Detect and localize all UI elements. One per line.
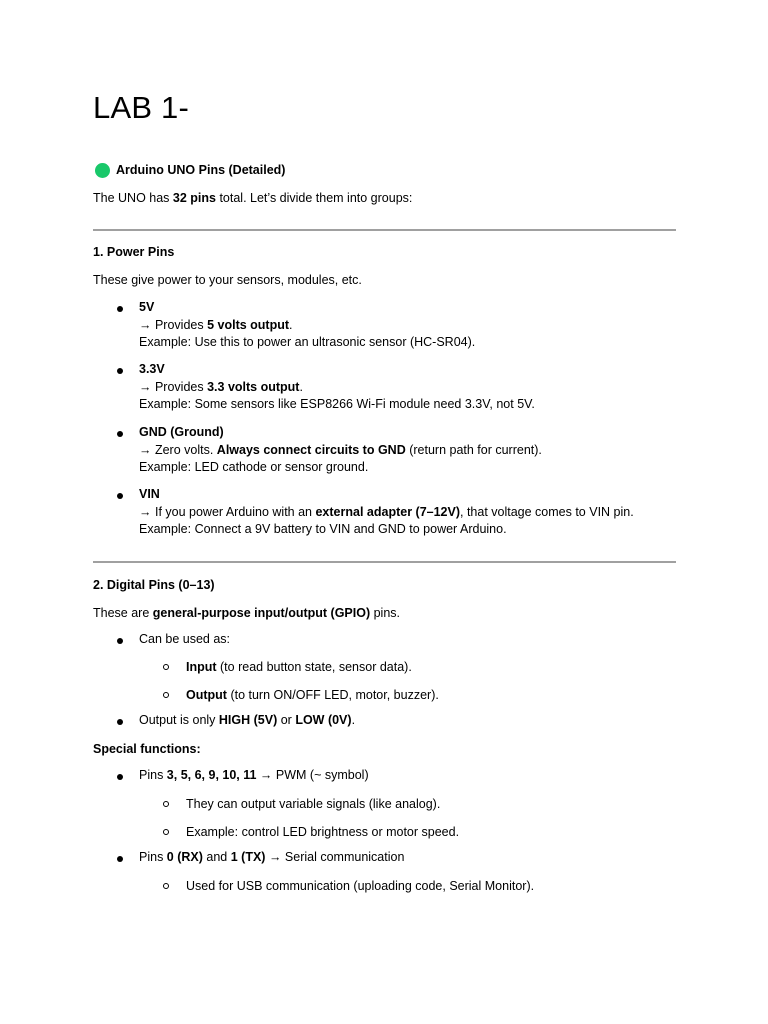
line-bold: Always connect circuits to GND — [216, 442, 406, 457]
use-item-output — [186, 686, 439, 704]
intro-bold: 32 pins — [172, 191, 216, 205]
power-item-example: Example: Use this to power an ultrasonic sensor (HC-SR04). — [139, 335, 476, 349]
serial-item — [139, 849, 404, 867]
line-post: , that voltage comes to VIN pin. — [460, 504, 634, 519]
power-item-example: Example: Connect a 9V battery to VIN and GND to power Arduino. — [139, 522, 507, 536]
use-post: (to turn ON/OFF LED, motor, buzzer). — [226, 688, 439, 702]
line-post: (return path for current). — [405, 442, 542, 457]
output-post: . — [351, 713, 356, 727]
power-heading: 1. Power Pins — [93, 245, 175, 259]
power-item-name: GND (Ground) — [139, 425, 224, 439]
line-pre: → If you power Arduino with an — [139, 504, 316, 519]
can-be-used-item: Can be used as: — [139, 632, 231, 646]
power-item-name: 3.3V — [139, 362, 165, 376]
pwm-pre: Pins — [139, 768, 167, 782]
power-item-line — [139, 504, 634, 522]
line-post: . — [299, 379, 303, 394]
use-bold: Output — [186, 688, 227, 702]
use-item-input — [186, 658, 412, 676]
intro-heading-text: Arduino UNO Pins (Detailed) — [116, 163, 286, 177]
power-item-name: VIN — [139, 487, 160, 501]
bullet-icon — [117, 638, 123, 644]
page-title: LAB 1- — [93, 90, 189, 125]
line-pre: → Provides — [139, 379, 208, 394]
power-item-line — [139, 317, 475, 335]
serial-post: → Serial communication — [265, 850, 405, 864]
power-item-example: Example: Some sensors like ESP8266 Wi-Fi module need 3.3V, not 5V. — [139, 397, 535, 411]
serial-bold-rx: 0 (RX) — [166, 850, 203, 864]
bullet-icon — [117, 431, 123, 437]
serial-sub-item: Used for USB communication (uploading code, Serial Monitor). — [186, 879, 535, 893]
bullet-icon — [117, 856, 123, 862]
power-item-3v3 — [139, 361, 535, 414]
bullet-icon — [117, 774, 123, 780]
pwm-sub-item: Example: control LED brightness or motor speed. — [186, 825, 460, 839]
special-functions-heading: Special functions: — [93, 742, 201, 756]
desc-bold: general-purpose input/output (GPIO) — [152, 606, 371, 620]
divider — [93, 561, 676, 563]
line-post: . — [289, 317, 293, 332]
line-pre: → Zero volts. — [139, 442, 217, 457]
desc-post: pins. — [370, 606, 401, 620]
output-mid: or — [277, 713, 296, 727]
serial-mid: and — [202, 850, 231, 864]
intro-post: total. Let’s divide them into groups: — [215, 191, 413, 205]
bullet-icon — [117, 719, 123, 725]
line-pre: → Provides — [139, 317, 208, 332]
power-desc: These give power to your sensors, modules, etc. — [93, 273, 362, 287]
intro-heading — [93, 161, 285, 179]
hollow-bullet-icon — [163, 801, 169, 807]
hollow-bullet-icon — [163, 829, 169, 835]
desc-pre: These are — [93, 606, 153, 620]
line-bold: 5 volts output — [207, 317, 290, 332]
serial-pre: Pins — [139, 850, 167, 864]
hollow-bullet-icon — [163, 692, 169, 698]
digital-desc — [93, 604, 400, 622]
hollow-bullet-icon — [163, 883, 169, 889]
use-post: (to read button state, sensor data). — [216, 660, 412, 674]
pwm-bold: 3, 5, 6, 9, 10, 11 — [166, 768, 257, 782]
bullet-icon — [117, 306, 123, 312]
power-item-name: 5V — [139, 300, 155, 314]
output-pre: Output is only — [139, 713, 219, 727]
digital-heading: 2. Digital Pins (0–13) — [93, 578, 215, 592]
hollow-bullet-icon — [163, 664, 169, 670]
output-bold-low: LOW (0V) — [295, 713, 352, 727]
use-bold: Input — [186, 660, 217, 674]
output-bold-high: HIGH (5V) — [218, 713, 278, 727]
pwm-item — [139, 767, 369, 785]
pwm-post: → PWM (~ symbol) — [256, 768, 369, 782]
power-item-5v — [139, 299, 475, 352]
power-item-line — [139, 379, 535, 397]
output-item — [139, 712, 355, 730]
power-item-gnd — [139, 424, 542, 477]
divider — [93, 229, 676, 231]
power-item-vin — [139, 486, 634, 539]
green-circle-icon — [95, 163, 110, 178]
bullet-icon — [117, 493, 123, 499]
intro-pre: The UNO has — [93, 191, 173, 205]
power-item-example: Example: LED cathode or sensor ground. — [139, 460, 369, 474]
power-item-line — [139, 442, 542, 460]
intro-paragraph — [93, 189, 412, 207]
line-bold: external adapter (7–12V) — [315, 504, 460, 519]
serial-bold-tx: 1 (TX) — [230, 850, 266, 864]
bullet-icon — [117, 368, 123, 374]
line-bold: 3.3 volts output — [207, 379, 300, 394]
pwm-sub-item: They can output variable signals (like analog). — [186, 797, 441, 811]
